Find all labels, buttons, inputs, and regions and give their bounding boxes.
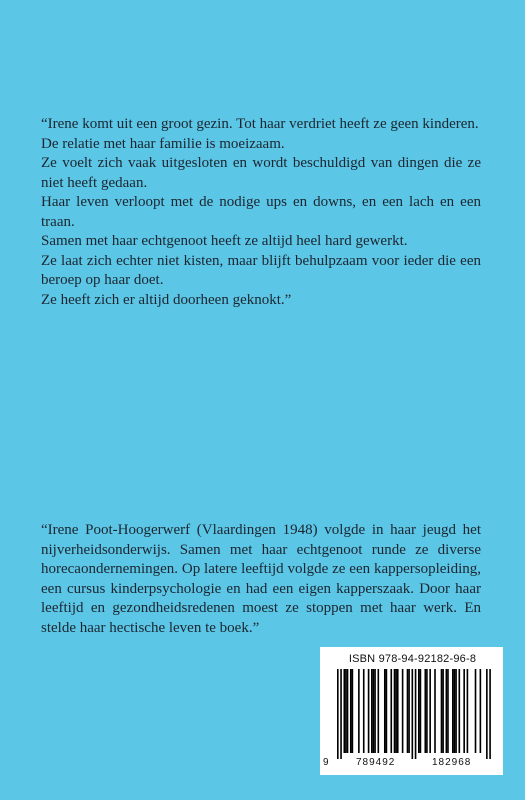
blurb-line: Ze heeft zich er altijd doorheen geknokt.” [41,291,292,308]
barcode-bar [378,669,380,753]
barcode-bar [434,669,436,753]
barcode-bar [386,669,388,753]
barcode-bar [371,669,373,753]
barcode-digit-first: 9 [323,757,330,768]
barcode-bar [345,669,347,753]
barcode-digits-right: 182968 [432,757,472,768]
barcode-bar [467,669,469,753]
barcode-bar [418,669,420,753]
barcode-bar [459,669,461,753]
barcode-bar [395,669,397,753]
blurb-line: Ze laat zich echter niet kisten, maar blijft behulpzaam voor ieder die een beroep op haar doet. [41,252,481,288]
blurb-line: Ze voelt zich vaak uitgesloten en wordt beschuldigd van dingen die ze niet heeft gedaan. [41,155,481,191]
barcode-bar [426,669,428,753]
blurb-line: Haar leven verloopt met de nodige ups en downs, en een lach en een traan. [41,194,481,230]
barcode-bar [412,669,414,759]
barcode-bar [373,669,375,753]
back-cover-blurb [41,115,481,310]
barcode-bar [447,669,449,753]
barcode-bar [452,669,454,753]
barcode-bar [454,669,456,753]
blurb-line: “Irene komt uit een groot gezin. Tot haar verdriet heeft ze geen kinderen. [41,116,479,132]
barcode-bar [347,669,349,753]
barcode-bar [489,669,491,759]
blurb-line: De relatie met haar familie is moeizaam. [41,135,285,152]
barcode-bar [480,669,482,753]
barcode-bar [343,669,345,753]
barcode-bar [415,669,417,759]
barcode-bar [446,669,448,753]
author-bio-text: “Irene Poot-Hoogerwerf (Vlaardingen 1948) volgde in haar jeugd het nijverheidsonderwijs. Samen met haar echtgenoot runde ze diverse horecaondernemingen. Op latere leeftijd volgde ze een kappersopleiding, een cursus kinderpsychologie en had een eigen kapperszaak. Door haar leeftijd en gezondheidsredenen moest ze stoppen met haar werk. En stelde haar hectische leven te boek.” [41,522,481,636]
barcode-bar [374,669,376,753]
barcode-bar [337,669,339,759]
barcode-bar [455,669,457,753]
barcode-bar [424,669,426,753]
barcode-bar [340,669,342,759]
barcode-bar [363,669,365,753]
barcode-bar [463,669,465,753]
barcode-digits-left: 789492 [356,757,396,768]
barcode-bar [402,669,404,753]
barcode-bar [475,669,477,753]
barcode-bar [368,669,370,753]
barcode-bar [352,669,354,753]
barcode-bar [441,669,443,753]
barcode-bar [442,669,444,753]
barcode-bar [358,669,360,753]
barcode-bar [350,669,352,753]
barcode-bar [486,669,488,759]
author-bio [41,521,481,638]
barcode-bar [407,669,409,753]
barcode-bar [390,669,392,753]
barcode-bar [394,669,396,753]
barcode-bars [330,669,495,759]
blurb-line: Samen met haar echtgenoot heeft ze altijd heel hard gewerkt. [41,233,408,249]
barcode-bar [429,669,431,753]
barcode-bar [408,669,410,753]
isbn-barcode [320,647,503,775]
barcode-bar [397,669,399,753]
barcode-bar [420,669,422,753]
isbn-label: ISBN 978-94-92182-96-8 [348,653,477,665]
barcode-bar [384,669,386,753]
